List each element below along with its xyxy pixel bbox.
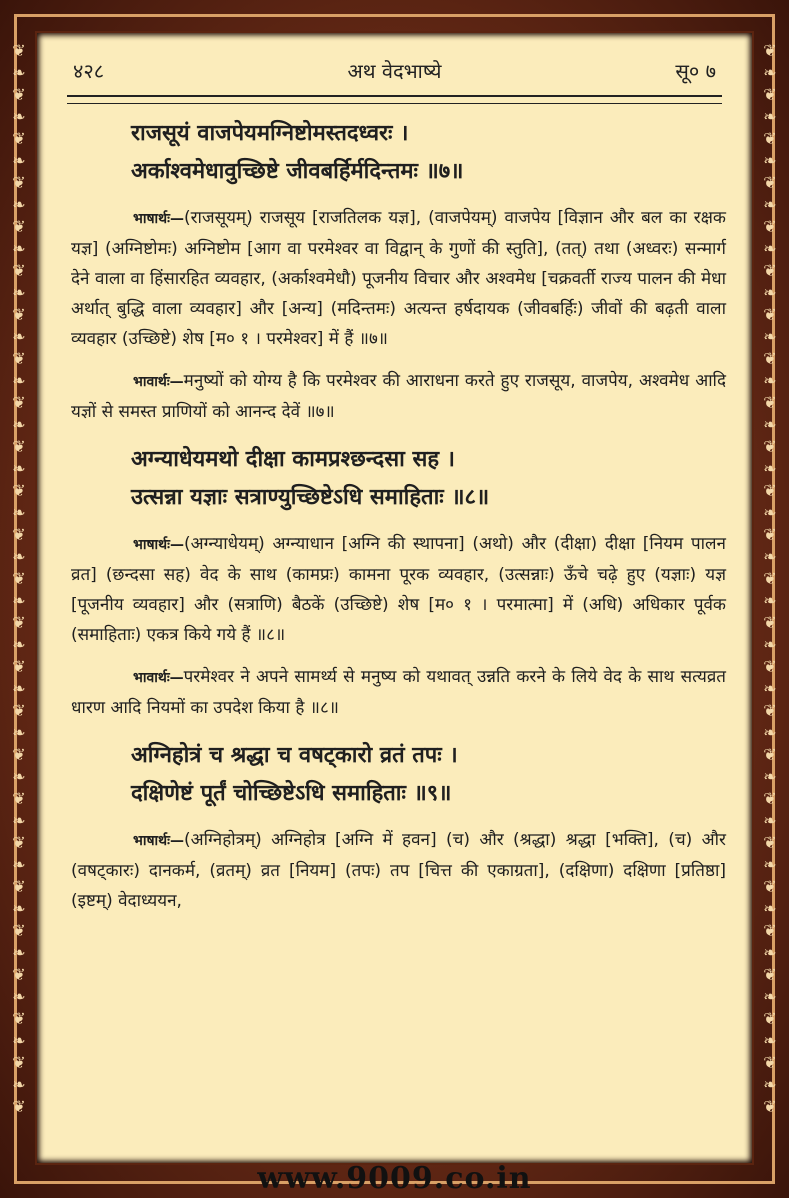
verse-block xyxy=(71,441,726,723)
bhashartha-text: (अग्निहोत्रम्) अग्निहोत्र [अग्नि में हवन] (च) और (श्रद्धा) श्रद्धा [भक्ति], (च) और (वषट्कारः) दानकर्म, (व्रतम्) व्रत [नियम] (तपः) तप [चित्त की एकाग्रता], (दक्षिणा) दक्षिणा [प्रतिष्ठा] (इष्टम्) वेदाध्ययन, xyxy=(71,830,726,911)
bhashartha-label: भाषार्थः— xyxy=(133,833,184,849)
bhavartha-paragraph xyxy=(71,366,726,427)
right-ornament-icon: ❦ ❧ ❦ ❧ ❦ ❧ ❦ ❧ ❦ ❧ ❦ ❧ ❦ ❧ ❦ ❧ ❦ ❧ ❦ ❧ ❦ ❧ ❦ ❧ ❦ ❧ ❦ ❧ ❦ ❧ ❦ ❧ ❦ ❧ ❦ ❧ ❦ ❧ ❦ ❧ ❦ ❧ ❦ ❧ ❦ ❧ ❦ ❧ ❦ xyxy=(763,41,777,1116)
bhavartha-text: मनुष्यों को योग्य है कि परमेश्वर की आराधना करते हुए राजसूय, वाजपेय, अश्वमेध आदि यज्ञों से समस्त प्राणियों को आनन्द देवें ॥७॥ xyxy=(71,371,726,422)
page-number: ४२८ xyxy=(73,59,105,83)
mantra-line: अग्निहोत्रं च श्रद्धा च वषट्कारो व्रतं तपः । xyxy=(131,743,458,768)
bhavartha-text: परमेश्वर ने अपने सामर्थ्य से मनुष्य को यथावत् उन्नति करने के लिये वेद के साथ सत्यव्रत धारण आदि नियमों का उपदेश किया है ॥८॥ xyxy=(71,667,726,718)
page-content xyxy=(71,115,726,916)
page-header xyxy=(73,57,716,87)
sukta-number: सू० ७ xyxy=(675,59,716,83)
mantra-line: अर्काश्वमेधावुच्छिष्टे जीवबर्हिर्मदिन्तमः ॥७॥ xyxy=(131,159,464,184)
bhashartha-paragraph xyxy=(71,203,726,354)
mantra-line: राजसूयं वाजपेयमग्निष्टोमस्तदध्वरः । xyxy=(131,121,409,146)
left-ornament-icon: ❦ ❧ ❦ ❧ ❦ ❧ ❦ ❧ ❦ ❧ ❦ ❧ ❦ ❧ ❦ ❧ ❦ ❧ ❦ ❧ ❦ ❧ ❦ ❧ ❦ ❧ ❦ ❧ ❦ ❧ ❦ ❧ ❦ ❧ ❦ ❧ ❦ ❧ ❦ ❧ ❦ ❧ ❦ ❧ ❦ ❧ ❦ ❧ ❦ xyxy=(12,41,26,1116)
bhashartha-text: (राजसूयम्) राजसूय [राजतिलक यज्ञ], (वाजपेयम्) वाजपेय [विज्ञान और बल का रक्षक यज्ञ] (अग्निष्टोमः) अग्निष्टोम [आग वा परमेश्वर वा विद्वान् के गुणों की स्तुति], (तत्) तथा (अध्वरः) सन्मार्ग देने वाला वा हिंसारहित व्यवहार, (अर्काश्वमेधौ) पूजनीय विचार और अश्वमेध [चक्रवर्ती राज्य पालन की मेधा अर्थात् बुद्धि वाला व्यवहार] और [अन्य] (मदिन्तमः) अत्यन्त हर्षदायक (जीवबर्हिः) जीवों की बढ़ती वाला व्यवहार (उच्छिष्टे) शेष [म० १ । परमेश्वर] में हैं ॥७॥ xyxy=(71,208,726,349)
bhavartha-label: भावार्थः— xyxy=(133,670,184,686)
bhavartha-label: भावार्थः— xyxy=(133,374,184,390)
bhashartha-paragraph xyxy=(71,529,726,650)
bhashartha-paragraph xyxy=(71,825,726,916)
mantra-line: उत्सन्ना यज्ञाः सत्राण्युच्छिष्टेऽधि समाहिताः ॥८॥ xyxy=(131,485,490,510)
mantra-line: दक्षिणेष्टं पूर्तं चोच्छिष्टेऽधि समाहिताः ॥९॥ xyxy=(131,781,452,806)
footer-url: www.9009.co.in xyxy=(257,1161,532,1196)
mantra-line: अग्न्याधेयमथो दीक्षा कामप्रश्छन्दसा सह । xyxy=(131,447,456,472)
bhashartha-label: भाषार्थः— xyxy=(133,537,184,553)
verse-block xyxy=(71,115,726,427)
bhashartha-text: (अग्न्याधेयम्) अग्न्याधान [अग्नि की स्थापना] (अथो) और (दीक्षा) दीक्षा [नियम पालन व्रत] (छन्दसा सह) वेद के साथ (कामप्रः) कामना पूरक व्यवहार, (उत्सन्नाः) ऊँचे चढ़े हुए (यज्ञाः) यज्ञ [पूजनीय व्यवहार] और (सत्राणि) बैठकें (उच्छिष्टे) शेष [म० १ । परमात्मा] में (अधि) अधिकार पूर्वक (समाहिताः) एकत्र किये गये हैं ॥८॥ xyxy=(71,534,726,645)
bhashartha-label: भाषार्थः— xyxy=(133,211,184,227)
book-page xyxy=(37,33,752,1163)
bhavartha-paragraph xyxy=(71,662,726,723)
verse-block xyxy=(71,737,726,916)
header-rule xyxy=(67,95,722,104)
page-title: अथ वेदभाष्ये xyxy=(347,59,442,83)
